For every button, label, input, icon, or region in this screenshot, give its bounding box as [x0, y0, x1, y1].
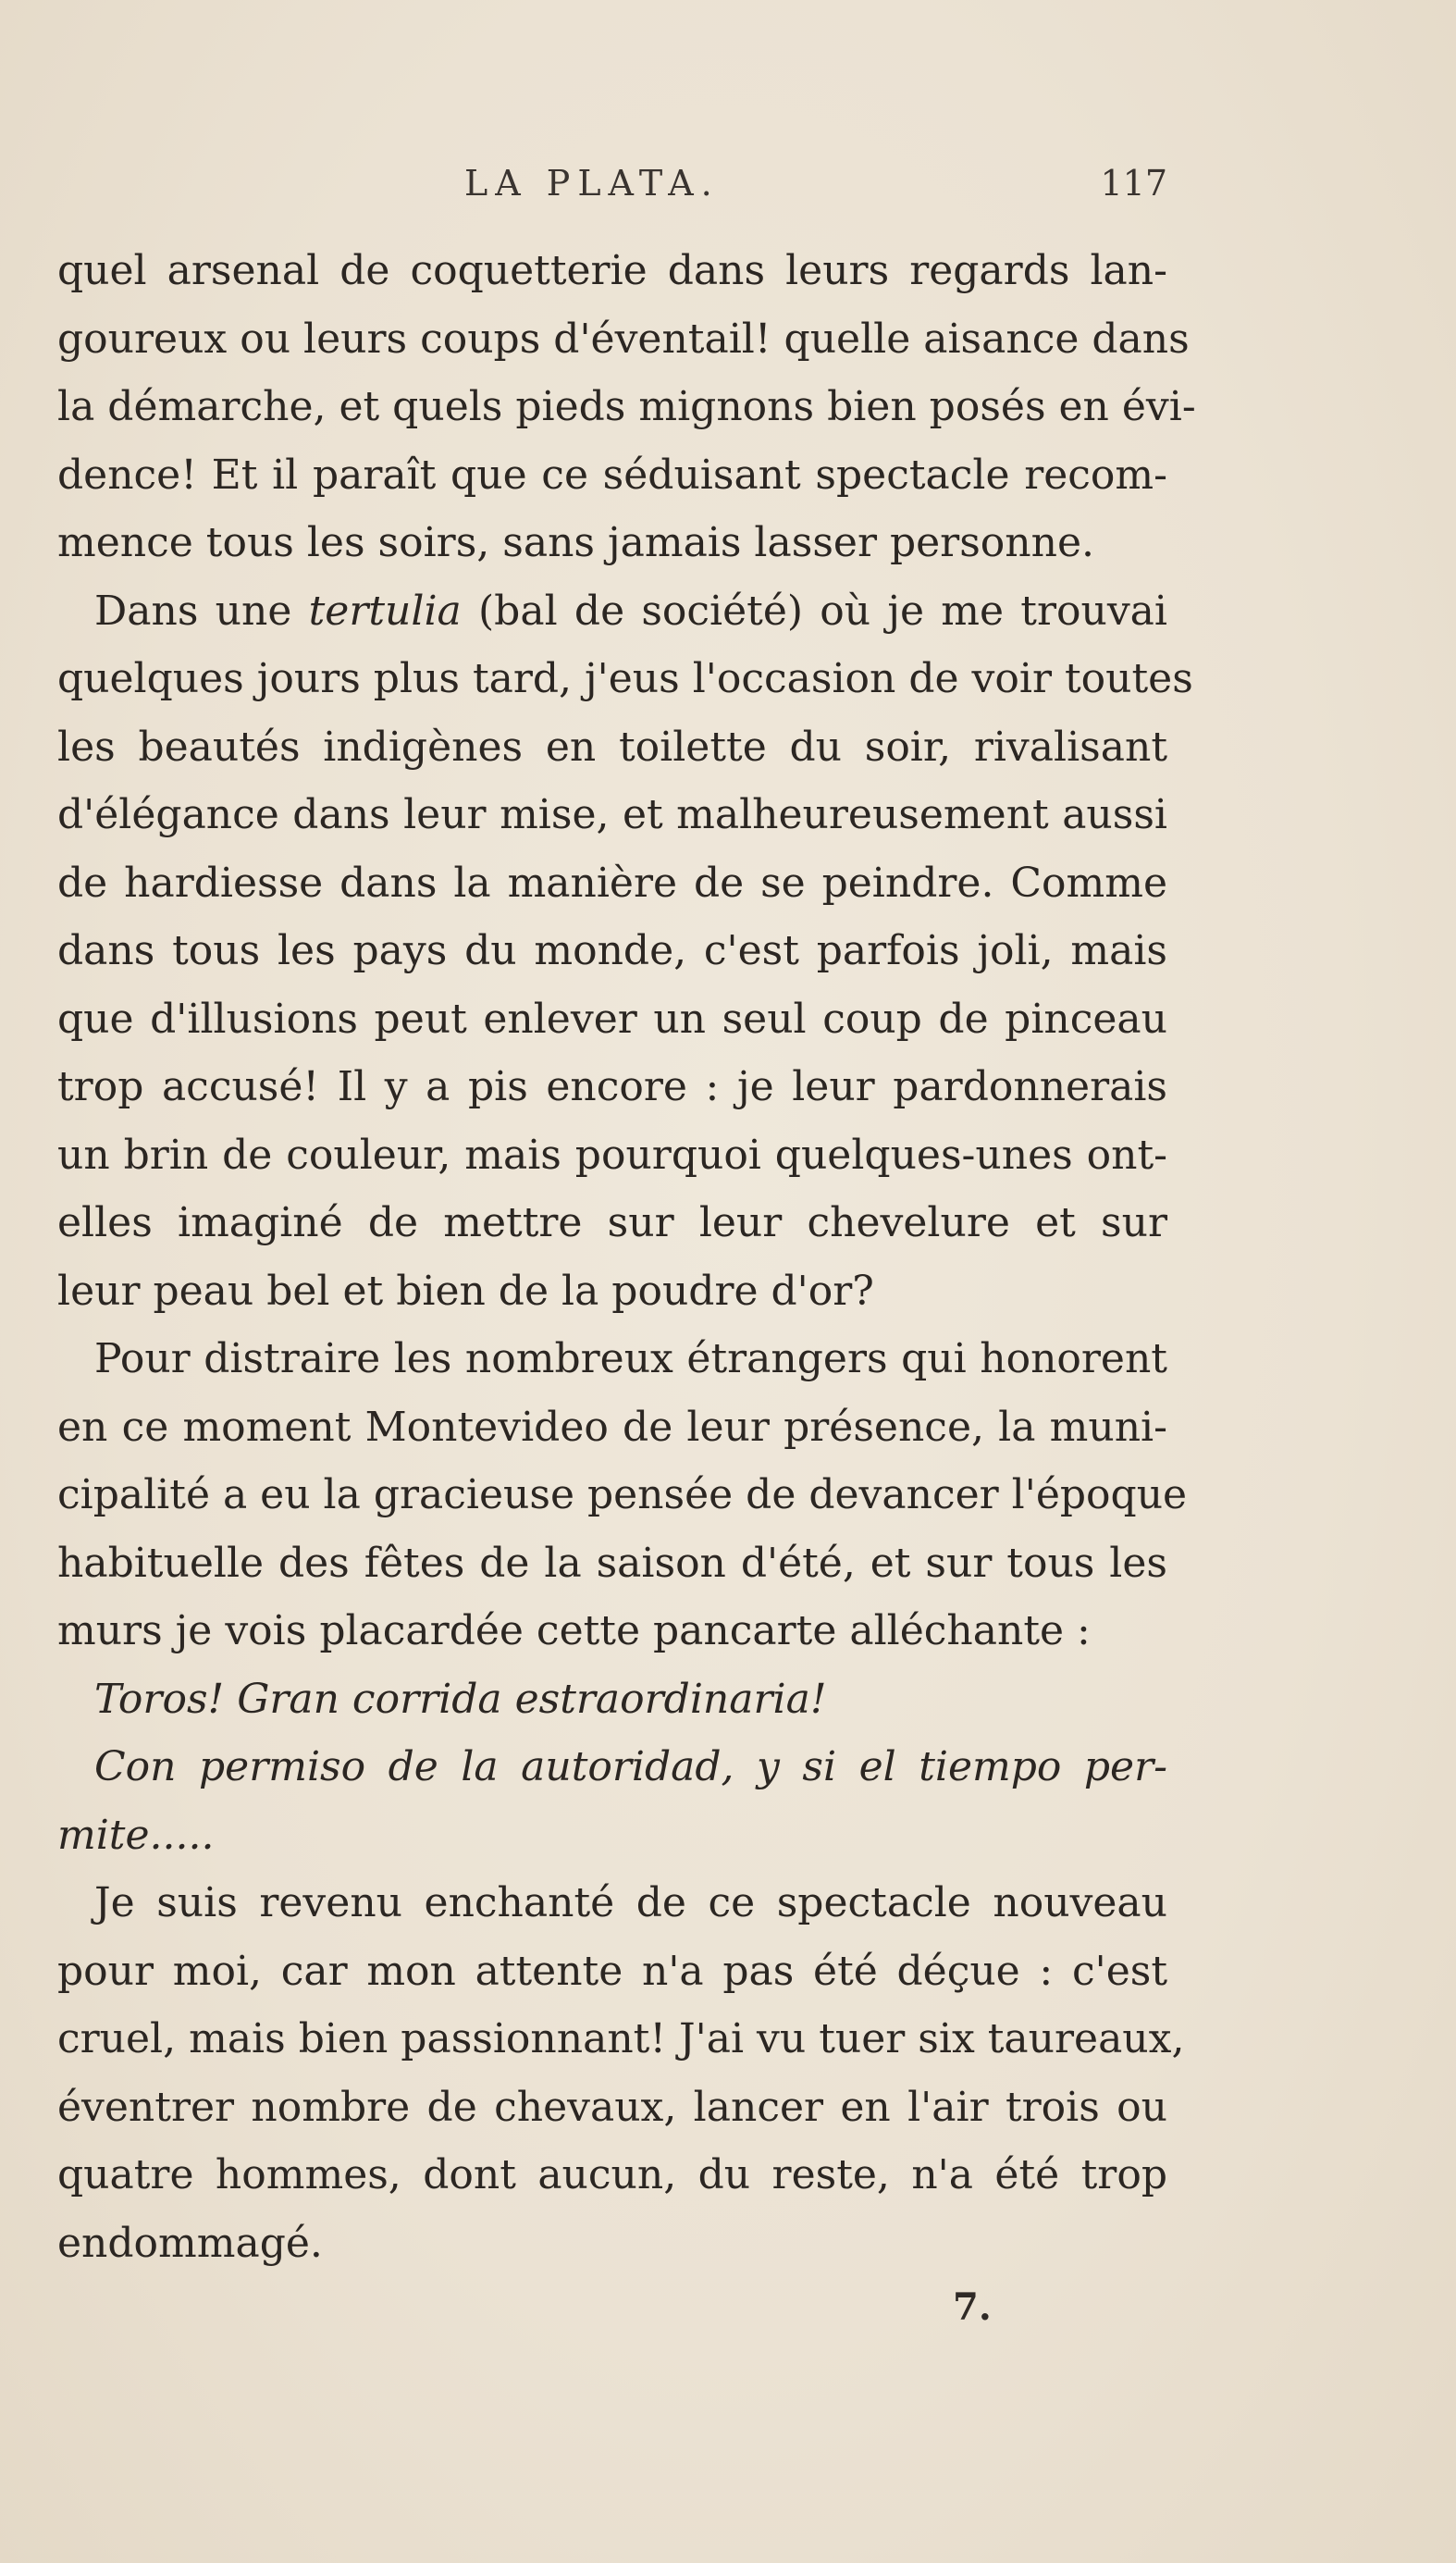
text-line: éventrer nombre de chevaux, lancer en l'air trois ou: [57, 2083, 1167, 2131]
text-line: cipalité a eu la gracieuse pensée de devancer l'époque: [57, 1471, 1188, 1518]
text-line: pour moi, car mon attente n'a pas été déçue : c'est: [57, 1947, 1167, 1995]
text-line: endommagé.: [57, 2219, 323, 2267]
text-line: quatre hommes, dont aucun, du reste, n'a été trop: [57, 2151, 1167, 2198]
signature-mark: 7.: [953, 2285, 992, 2329]
text-line: leur peau bel et bien de la poudre d'or?: [57, 1267, 874, 1315]
text-line: dans tous les pays du monde, c'est parfois joli, mais: [57, 927, 1167, 974]
text-line: que d'illusions peut enlever un seul coup de pinceau: [57, 995, 1167, 1043]
text-line: d'élégance dans leur mise, et malheureusement aussi: [57, 791, 1167, 838]
text-line: un brin de couleur, mais pourquoi quelques-unes ont-: [57, 1131, 1167, 1179]
text-line: Je suis revenu enchanté de ce spectacle nouveau: [94, 1879, 1167, 1926]
text-line: trop accusé! Il y a pis encore : je leur pardonnerais: [57, 1063, 1167, 1110]
text-line: cruel, mais bien passionnant! J'ai vu tuer six taureaux,: [57, 2015, 1185, 2062]
text-line: habituelle des fêtes de la saison d'été, et sur tous les: [57, 1539, 1167, 1587]
text-line: quel arsenal de coquetterie dans leurs regards lan-: [57, 247, 1167, 294]
text-line: mite.....: [57, 1811, 215, 1859]
text-line: murs je vois placardée cette pancarte alléchante :: [57, 1607, 1091, 1654]
running-title: LA PLATA.: [464, 163, 720, 204]
page-header: [57, 163, 1167, 218]
text-line: dence! Et il paraît que ce séduisant spectacle recom-: [57, 451, 1167, 499]
text-line: la démarche, et quels pieds mignons bien posés en évi-: [57, 383, 1196, 430]
text-line: elles imaginé de mettre sur leur chevelure et sur: [57, 1199, 1167, 1246]
text-line: Toros! Gran corrida estraordinaria!: [94, 1675, 827, 1723]
page-number: 117: [1100, 163, 1167, 204]
text-line: Dans une tertulia (bal de société) où je me trouvai: [94, 587, 1167, 635]
text-line: Con permiso de la autoridad, y si el tiempo per-: [94, 1743, 1167, 1790]
text-line: en ce moment Montevideo de leur présence, la muni-: [57, 1403, 1167, 1451]
text-line: de hardiesse dans la manière de se peindre. Comme: [57, 859, 1167, 907]
text-line: Pour distraire les nombreux étrangers qui honorent: [94, 1335, 1167, 1382]
text-line: mence tous les soirs, sans jamais lasser personne.: [57, 519, 1094, 566]
italic-term: tertulia: [308, 587, 462, 635]
text-line: quelques jours plus tard, j'eus l'occasion de voir toutes: [57, 655, 1193, 702]
text-line: goureux ou leurs coups d'éventail! quelle aisance dans: [57, 315, 1190, 363]
body-text: [57, 237, 1196, 2277]
text-line: les beautés indigènes en toilette du soir, rivalisant: [57, 723, 1167, 771]
